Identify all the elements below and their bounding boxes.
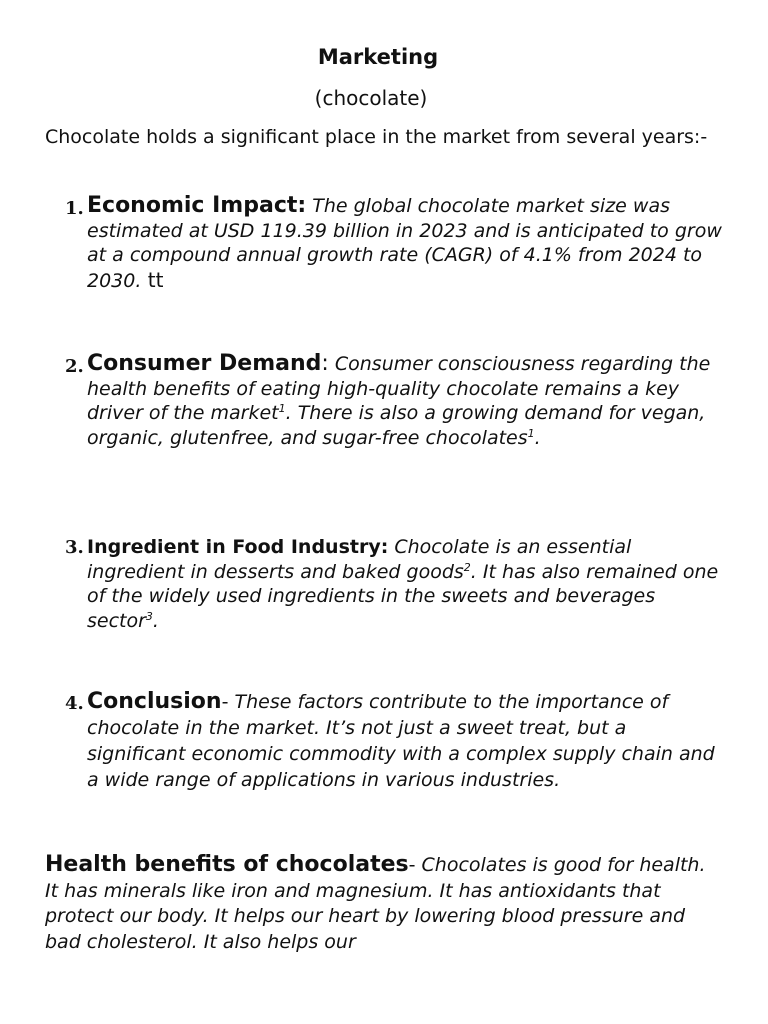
list-item-body — [87, 689, 725, 793]
list-item-text: . — [152, 609, 159, 632]
list-item-heading: Ingredient in Food Industry: — [87, 536, 389, 558]
list-item-text: . — [534, 426, 541, 449]
list-item-body — [87, 352, 725, 450]
health-separator: - — [408, 854, 416, 876]
list-number: 4. — [65, 693, 84, 714]
health-text: Chocolates is good for health. It has minerals like iron and magnesium. It has antioxidants that protect our body. It helps our heart by lowering blood pressure and bad cholesterol. It also helps our — [45, 854, 706, 953]
footnote-ref: 1 — [278, 402, 286, 415]
health-benefits-paragraph — [45, 852, 715, 955]
health-heading: Health benefits of chocolates — [45, 852, 409, 877]
list-number: 3. — [65, 537, 84, 558]
list-number: 1. — [65, 198, 84, 219]
list-item-body — [87, 194, 725, 293]
footnote-ref: 2 — [463, 560, 471, 574]
list-item-separator: : — [321, 351, 329, 376]
list-item-body — [87, 535, 725, 633]
list-item-text: Chocolate is an essential ingredient in desserts and baked goods — [87, 536, 632, 583]
footnote-ref: 1 — [527, 426, 535, 440]
list-number: 2. — [65, 356, 84, 377]
list-item-heading: Consumer Demand — [87, 351, 322, 376]
list-item-trailing-text: tt — [141, 267, 164, 292]
list-item-separator: - — [221, 691, 229, 713]
list-item-text: . It has also remained one of the widely used ingredients in the sweets and beverages sector — [87, 560, 719, 632]
document-subtitle: (chocolate) — [314, 86, 428, 110]
list-item-text: These factors contribute to the importance of chocolate in the market. It’s not just a sweet treat, but a significant economic commodity with a complex supply chain and a wide range of applications in various industries. — [87, 691, 715, 791]
list-item-consumer-demand — [65, 352, 725, 450]
list-item-food-industry — [65, 535, 725, 633]
list-item-text: Consumer consciousness regarding the health benefits of eating high-quality chocolate remains a key driver of the market — [87, 353, 711, 424]
intro-paragraph: Chocolate holds a significant place in the market from several years:- — [45, 126, 708, 148]
list-item-conclusion — [65, 689, 725, 793]
list-item-economic-impact — [65, 194, 725, 293]
footnote-ref: 3 — [145, 609, 153, 623]
list-item-text: The global chocolate market size was estimated at USD 119.39 billion in 2023 and is anticipated to grow at a compound annual growth rate (CAGR) of 4.1% from 2024 to 2030. — [87, 195, 722, 292]
document-title: Marketing — [317, 45, 439, 69]
list-item-text: . There is also a growing demand for vegan, organic, glutenfree, and sugar-free chocolates — [87, 402, 706, 449]
list-item-heading: Economic Impact: — [87, 193, 307, 218]
list-item-heading: Conclusion — [87, 689, 222, 714]
